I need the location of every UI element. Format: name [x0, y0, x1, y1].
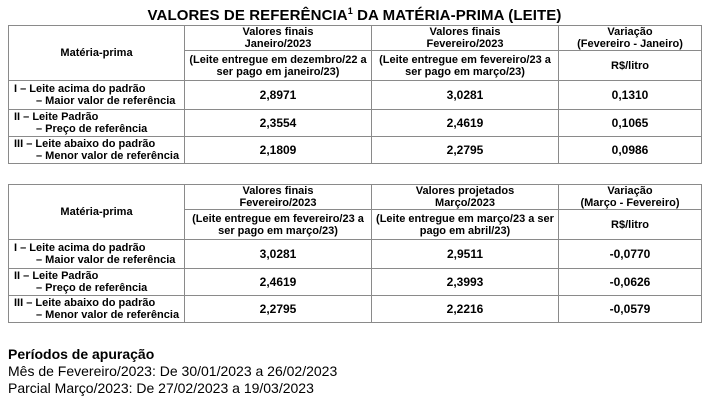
row-label-line: I – Leite acima do padrão: [14, 242, 146, 254]
period-line-march: Parcial Março/2023: De 27/02/2023 a 19/03/2023: [8, 380, 314, 396]
row-label-line: – Maior valor de referência: [36, 254, 176, 266]
value-cell: 3,0281: [185, 240, 372, 269]
col-header-values-february: [372, 26, 559, 51]
header-line: (Fevereiro - Janeiro): [577, 38, 683, 50]
table-row: [9, 81, 702, 110]
value-cell: 3,0281: [372, 81, 559, 110]
col-subheader-note: (Leite entregue em março/23 a ser pago em abril/23): [372, 210, 559, 240]
row-label: [9, 81, 185, 110]
row-label-line: – Preço de referência: [36, 123, 148, 135]
value-cell: 2,2216: [372, 296, 559, 323]
col-subheader-note: (Leite entregue em fevereiro/23 a ser pago em março/23): [372, 51, 559, 81]
row-label: [9, 137, 185, 164]
header-line: Valores finais: [242, 185, 314, 197]
header-line: (Março - Fevereiro): [580, 197, 680, 209]
calculation-periods: [8, 346, 337, 397]
row-label-line: – Menor valor de referência: [36, 309, 180, 321]
row-label-line: II – Leite Padrão: [14, 270, 99, 282]
value-cell: 2,1809: [185, 137, 372, 164]
value-cell: 2,3993: [372, 269, 559, 296]
reference-table-january-february: [8, 25, 702, 164]
page-title: [0, 6, 709, 24]
value-cell: 2,9511: [372, 240, 559, 269]
value-cell: 2,3554: [185, 110, 372, 137]
variation-cell: -0,0770: [559, 240, 702, 269]
row-label-line: – Menor valor de referência: [36, 150, 180, 162]
value-cell: 2,2795: [372, 137, 559, 164]
periods-heading: Períodos de apuração: [8, 346, 155, 362]
header-line: Fevereiro/2023: [426, 38, 504, 50]
header-line: Março/2023: [435, 197, 495, 209]
header-line: Valores finais: [242, 26, 314, 38]
row-label-line: I – Leite acima do padrão: [14, 83, 146, 95]
row-label: [9, 296, 185, 323]
row-label: [9, 269, 185, 296]
header-line: Variação: [607, 26, 653, 38]
header-line: Valores finais: [429, 26, 501, 38]
row-label-line: II – Leite Padrão: [14, 111, 99, 123]
col-header-projected-march: [372, 185, 559, 210]
table-row: [9, 296, 702, 323]
table-row: [9, 269, 702, 296]
row-label: [9, 240, 185, 269]
variation-cell: 0,0986: [559, 137, 702, 164]
col-header-materia-prima: Matéria-prima: [9, 26, 185, 81]
col-subheader-unit: R$/litro: [559, 210, 702, 240]
header-line: Janeiro/2023: [244, 38, 312, 50]
variation-cell: 0,1065: [559, 110, 702, 137]
period-line-february: Mês de Fevereiro/2023: De 30/01/2023 a 26/02/2023: [8, 363, 338, 379]
variation-cell: -0,0579: [559, 296, 702, 323]
col-subheader-unit: R$/litro: [559, 51, 702, 81]
header-line: Valores projetados: [415, 185, 515, 197]
value-cell: 2,2795: [185, 296, 372, 323]
row-label-line: III – Leite abaixo do padrão: [14, 138, 156, 150]
col-header-variation: [559, 26, 702, 51]
variation-cell: 0,1310: [559, 81, 702, 110]
col-subheader-note: (Leite entregue em dezembro/22 a ser pago em janeiro/23): [185, 51, 372, 81]
col-header-values-january: [185, 26, 372, 51]
title-suffix: DA MATÉRIA-PRIMA (LEITE): [352, 7, 562, 24]
variation-cell: -0,0626: [559, 269, 702, 296]
row-label-line: III – Leite abaixo do padrão: [14, 297, 156, 309]
reference-table-february-march: [8, 184, 702, 323]
col-subheader-note: (Leite entregue em fevereiro/23 a ser pago em março/23): [185, 210, 372, 240]
value-cell: 2,8971: [185, 81, 372, 110]
row-label: [9, 110, 185, 137]
table-row: [9, 137, 702, 164]
col-header-variation: [559, 185, 702, 210]
header-line: Variação: [607, 185, 653, 197]
col-header-materia-prima: Matéria-prima: [9, 185, 185, 240]
table-row: [9, 110, 702, 137]
title-footnote-marker: 1: [347, 6, 353, 16]
row-label-line: – Maior valor de referência: [36, 95, 176, 107]
header-line: Fevereiro/2023: [239, 197, 317, 209]
row-label-line: – Preço de referência: [36, 282, 148, 294]
value-cell: 2,4619: [185, 269, 372, 296]
table-row: [9, 240, 702, 269]
col-header-values-february: [185, 185, 372, 210]
title-text: VALORES DE REFERÊNCIA: [147, 7, 348, 24]
value-cell: 2,4619: [372, 110, 559, 137]
